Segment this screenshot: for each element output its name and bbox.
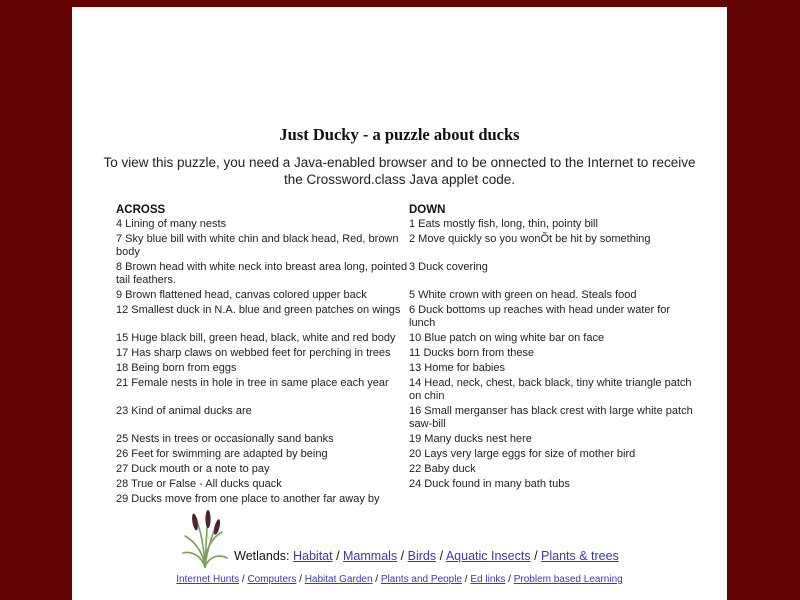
link-problem-based-learning[interactable]: Problem based Learning (513, 574, 623, 585)
down-column-header: DOWN (409, 204, 446, 216)
link-habitat[interactable]: Habitat (292, 549, 333, 563)
across-clue: 26 Feet for swimming are adapted by being (116, 448, 328, 460)
across-clue: 21 Female nests in hole in tree in same place each year (116, 377, 389, 389)
clue-row (116, 477, 695, 492)
down-clue: 20 Lays very large eggs for size of mother bird (409, 448, 636, 460)
wetlands-label: Wetlands: (234, 549, 290, 563)
down-clue: 6 Duck bottoms up reaches with head under water for lunch (409, 304, 671, 329)
down-clue: 19 Many ducks nest here (409, 433, 532, 445)
wetlands-links (293, 549, 619, 563)
link-aquatic-insects[interactable]: Aquatic Insects (445, 549, 531, 563)
down-clue: 14 Head, neck, chest, back black, tiny white triangle patch on chin (409, 377, 692, 402)
across-clue: 23 Kind of animal ducks are (116, 405, 252, 417)
wetlands-links-line (234, 549, 619, 563)
across-clue: 27 Duck mouth or a note to pay (116, 463, 270, 475)
across-clue: 8 Brown head with white neck into breast area long, pointed tail feathers. (116, 261, 408, 286)
clue-row (116, 217, 695, 232)
down-clue: 22 Baby duck (409, 463, 476, 475)
clue-row (116, 331, 695, 346)
link-separator: / (462, 574, 471, 585)
across-clue: 15 Huge black bill, green head, black, white and red body (116, 332, 396, 344)
link-ed-links[interactable]: Ed links (470, 574, 506, 585)
across-clue: 4 Lining of many nests (116, 218, 227, 230)
clues-table-body (116, 217, 695, 507)
clue-row (116, 447, 695, 462)
clue-row (116, 303, 695, 331)
clue-row (116, 492, 695, 507)
down-clue: 2 Move quickly so you wonÕt be hit by something (409, 233, 651, 245)
clue-row (116, 288, 695, 303)
link-plants-trees[interactable]: Plants & trees (541, 549, 619, 563)
clue-row (116, 232, 695, 260)
clue-row (116, 376, 695, 404)
page-content (72, 7, 727, 600)
link-mammals[interactable]: Mammals (343, 549, 398, 563)
clue-row (116, 462, 695, 477)
java-applet-notice: To view this puzzle, you need a Java-enabled browser and to be onnected to the Internet to receive the Crossword.class Java applet code. (103, 155, 696, 187)
down-clue: 1 Eats mostly fish, long, thin, pointy bill (409, 218, 598, 230)
across-clue: 28 True or False - All ducks quack (116, 478, 282, 490)
clue-row (116, 260, 695, 288)
across-clue: 18 Being born from eggs (116, 362, 237, 374)
link-separator: / (296, 574, 305, 585)
site-nav-links (176, 574, 622, 585)
across-clue: 29 Ducks move from one place to another far away by (116, 493, 380, 505)
down-clue: 13 Home for babies (409, 362, 505, 374)
clues-table (116, 203, 695, 507)
wetlands-nav-row (72, 509, 727, 569)
clue-row (116, 361, 695, 376)
link-separator: / (397, 549, 408, 563)
clues-header-row (116, 203, 695, 217)
down-clue: 10 Blue patch on wing white bar on face (409, 332, 605, 344)
link-plants-and-people[interactable]: Plants and People (380, 574, 463, 585)
across-column-header: ACROSS (116, 204, 166, 216)
down-clue: 5 White crown with green on head. Steals food (409, 289, 637, 301)
link-birds[interactable]: Birds (407, 549, 437, 563)
link-separator: / (505, 574, 514, 585)
across-clue: 17 Has sharp claws on webbed feet for perching in trees (116, 347, 391, 359)
across-clue: 9 Brown flattened head, canvas colored upper back (116, 289, 367, 301)
across-clue: 25 Nests in trees or occasionally sand banks (116, 433, 334, 445)
link-separator: / (530, 549, 542, 563)
across-clue: 12 Smallest duck in N.A. blue and green patches on wings (116, 304, 401, 316)
clue-row (116, 346, 695, 361)
down-clue (409, 492, 695, 507)
link-separator: / (436, 549, 446, 563)
link-separator: / (372, 574, 381, 585)
link-habitat-garden[interactable]: Habitat Garden (304, 574, 373, 585)
link-computers[interactable]: Computers (247, 574, 297, 585)
down-clue: 3 Duck covering (409, 261, 488, 273)
cattail-plant-icon (180, 509, 230, 569)
clue-row (116, 432, 695, 447)
link-internet-hunts[interactable]: Internet Hunts (176, 574, 240, 585)
link-separator: / (239, 574, 248, 585)
clue-row (116, 404, 695, 432)
page-title: Just Ducky - a puzzle about ducks (279, 125, 520, 144)
link-separator: / (332, 549, 344, 563)
site-nav-links-line (72, 574, 727, 585)
down-clue: 24 Duck found in many bath tubs (409, 478, 570, 490)
down-clue: 11 Ducks born from these (409, 347, 535, 359)
across-clue: 7 Sky blue bill with white chin and black head, Red, brown body (116, 233, 399, 258)
down-clue: 16 Small merganser has black crest with large white patch saw-bill (409, 405, 693, 430)
